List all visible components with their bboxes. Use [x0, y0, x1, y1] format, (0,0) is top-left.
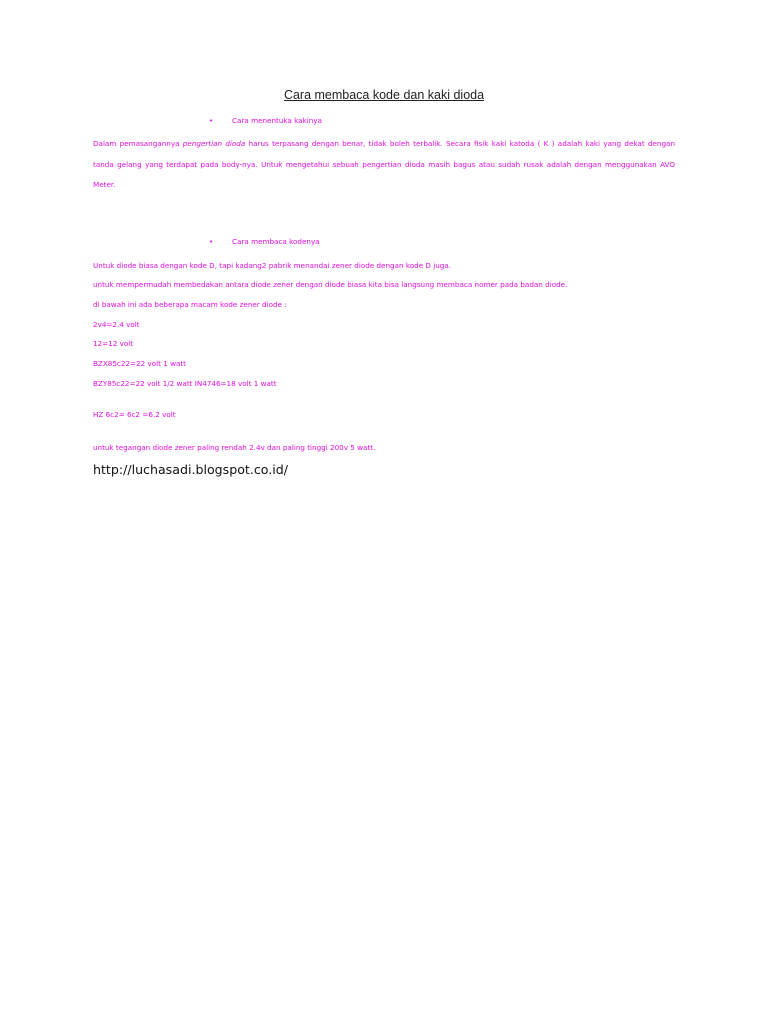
paragraph-text-start: Dalam pemasangannya: [93, 139, 183, 148]
page-title: Cara membaca kode dan kaki dioda: [283, 88, 485, 102]
text-line: 2v4=2.4 volt: [93, 320, 140, 329]
section-heading-kode: [209, 237, 320, 246]
text-line: 12=12 volt: [93, 339, 134, 348]
section-heading-label: Cara membaca kodenya: [232, 237, 320, 246]
section-heading-label: Cara menentuka kakinya: [232, 116, 322, 125]
bullet-icon: •: [209, 116, 214, 125]
text-line: untuk mempermudah membedakan antara diode zener dengan diode biasa kita bisa langsung membaca nomer pada badan diode.: [93, 280, 568, 289]
bullet-icon: •: [209, 237, 214, 246]
text-line: Untuk diode biasa dengan kode D, tapi kadang2 pabrik menandai zener diode dengan kode D juga.: [93, 261, 452, 270]
text-line: di bawah ini ada beberapa macam kode zener diode :: [93, 300, 287, 309]
paragraph-text-end: harus terpasang dengan benar, tidak boleh terbalik. Secara fisik kaki katoda ( K ) adalah kaki yang dekat dengan tanda gelang yang terdapat pada body-nya. Untuk mengetahui sebuah pengertian dioda masih bagus atau sudah rusak adalah dengan menggunakan AVO Meter.: [93, 139, 675, 189]
paragraph-italic-term: pengertian dioda: [182, 139, 246, 148]
text-line: untuk tegangan diode zener paling rendah 2.4v dan paling tinggi 200v 5 watt.: [93, 443, 376, 452]
source-url-link[interactable]: http://luchasadi.blogspot.co.id/: [93, 462, 289, 477]
paragraph-kaki: [93, 134, 675, 196]
section-heading-kaki: [209, 116, 322, 125]
text-line: BZX85c22=22 volt 1 watt: [93, 359, 187, 368]
text-line: HZ 6c2= 6c2 =6.2 volt: [93, 410, 176, 419]
text-line: BZY85c22=22 volt 1/2 watt IN4746=18 volt 1 watt: [93, 379, 277, 388]
